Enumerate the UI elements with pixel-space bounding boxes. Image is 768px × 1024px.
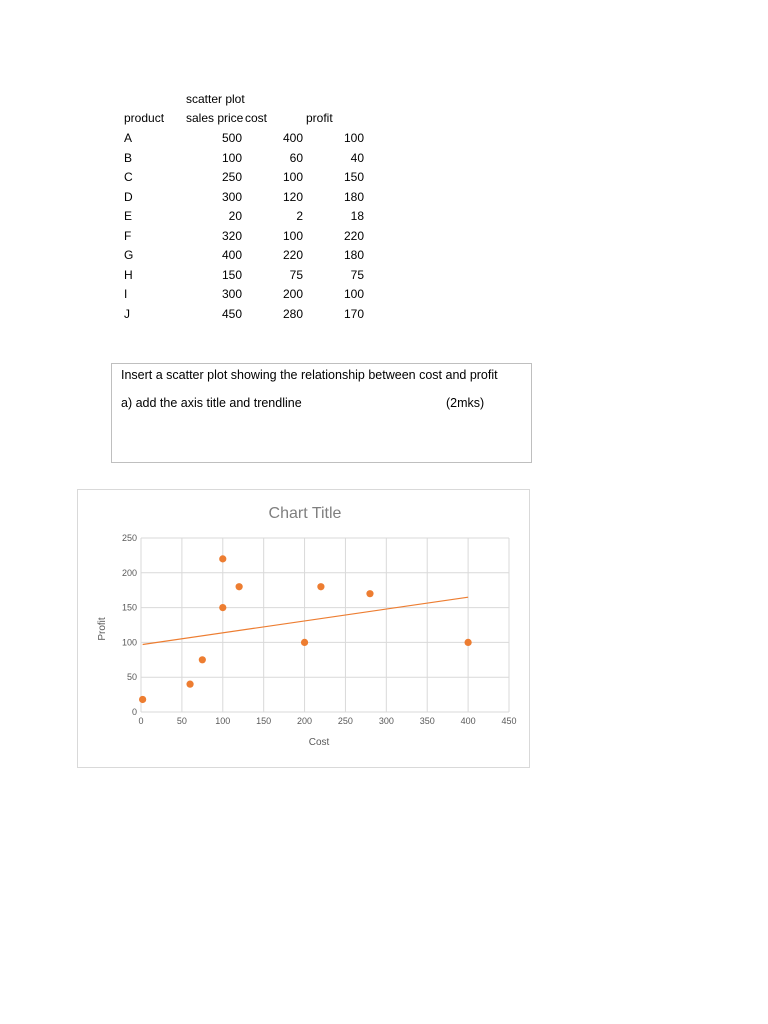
y-tick-label: 150	[121, 602, 137, 613]
instruction-marks: (2mks)	[446, 396, 485, 410]
cell-sales-price: 320	[221, 228, 242, 243]
header-product: product	[124, 111, 165, 125]
cell-product: D	[124, 189, 133, 204]
cell-profit: 100	[343, 131, 364, 145]
trendline	[143, 597, 468, 644]
cell-cost: 2	[296, 209, 303, 223]
instruction-line-1: Insert a scatter plot showing the relationship between cost and profit	[121, 368, 498, 382]
y-tick-label: 200	[121, 567, 137, 578]
data-point	[465, 639, 472, 646]
cell-product: I	[124, 287, 128, 301]
data-point	[317, 583, 324, 590]
cell-profit: 40	[350, 150, 364, 165]
cell-cost: 60	[289, 150, 303, 165]
cell-sales-price: 300	[221, 189, 242, 204]
x-tick-label: 50	[176, 716, 187, 726]
y-tick-label: 50	[126, 672, 137, 683]
cell-product: B	[124, 150, 133, 165]
x-tick-label: 400	[460, 716, 476, 726]
cell-cost: 220	[282, 248, 303, 262]
x-tick-label: 450	[501, 716, 517, 726]
instruction-box	[111, 363, 532, 463]
y-axis-label: Profit	[97, 617, 108, 641]
data-point	[219, 604, 226, 611]
chart-title: Chart Title	[268, 505, 342, 522]
instruction-line-2: a) add the axis title and trendline	[121, 396, 302, 410]
cell-profit: 150	[343, 170, 364, 184]
header-cost: cost	[245, 111, 268, 125]
cell-sales-price: 100	[221, 150, 242, 165]
cell-cost: 100	[282, 170, 303, 184]
cell-profit: 75	[350, 267, 364, 282]
x-tick-label: 200	[297, 716, 313, 726]
cell-profit: 170	[343, 306, 364, 321]
x-tick-label: 350	[419, 716, 435, 726]
cell-product: A	[124, 131, 133, 145]
cell-sales-price: 450	[221, 306, 242, 321]
data-point	[236, 583, 243, 590]
cell-cost: 400	[282, 131, 303, 145]
x-tick-label: 0	[138, 716, 144, 726]
header-sales-price: sales price	[186, 111, 244, 125]
cell-product: C	[124, 170, 133, 184]
header-profit: profit	[306, 111, 333, 125]
cell-product: E	[124, 209, 133, 223]
cell-product: G	[124, 248, 134, 262]
x-tick-label: 100	[215, 716, 231, 726]
cell-cost: 75	[289, 267, 303, 282]
chart-svg	[78, 490, 531, 769]
data-point	[219, 555, 226, 562]
data-point	[366, 590, 373, 597]
y-tick-label: 250	[121, 533, 137, 543]
cell-profit: 18	[350, 209, 364, 223]
data-point	[199, 656, 206, 663]
table-title: scatter plot	[186, 92, 245, 106]
x-tick-label: 250	[337, 716, 353, 726]
cell-sales-price: 400	[221, 248, 242, 262]
y-tick-label: 100	[121, 637, 137, 648]
cell-cost: 120	[282, 189, 303, 204]
cell-profit: 100	[343, 287, 364, 301]
cell-product: H	[124, 267, 133, 282]
scatter-chart[interactable]	[77, 489, 530, 768]
data-table	[0, 0, 768, 340]
x-tick-label: 300	[378, 716, 394, 726]
cell-cost: 200	[282, 287, 303, 301]
cell-sales-price: 500	[221, 131, 242, 145]
x-tick-label: 150	[256, 716, 272, 726]
cell-cost: 280	[282, 306, 303, 321]
data-point	[186, 681, 193, 688]
x-axis-label: Cost	[308, 737, 330, 748]
data-point	[301, 639, 308, 646]
cell-sales-price: 150	[221, 267, 242, 282]
cell-cost: 100	[282, 228, 303, 243]
cell-profit: 180	[343, 189, 364, 204]
cell-profit: 180	[343, 248, 364, 262]
cell-product: J	[124, 306, 130, 321]
y-tick-label: 0	[131, 707, 137, 717]
cell-sales-price: 250	[221, 170, 242, 184]
cell-product: F	[124, 228, 132, 243]
cell-sales-price: 20	[228, 209, 242, 223]
cell-sales-price: 300	[221, 287, 242, 301]
cell-profit: 220	[343, 228, 364, 243]
data-point	[139, 696, 146, 703]
